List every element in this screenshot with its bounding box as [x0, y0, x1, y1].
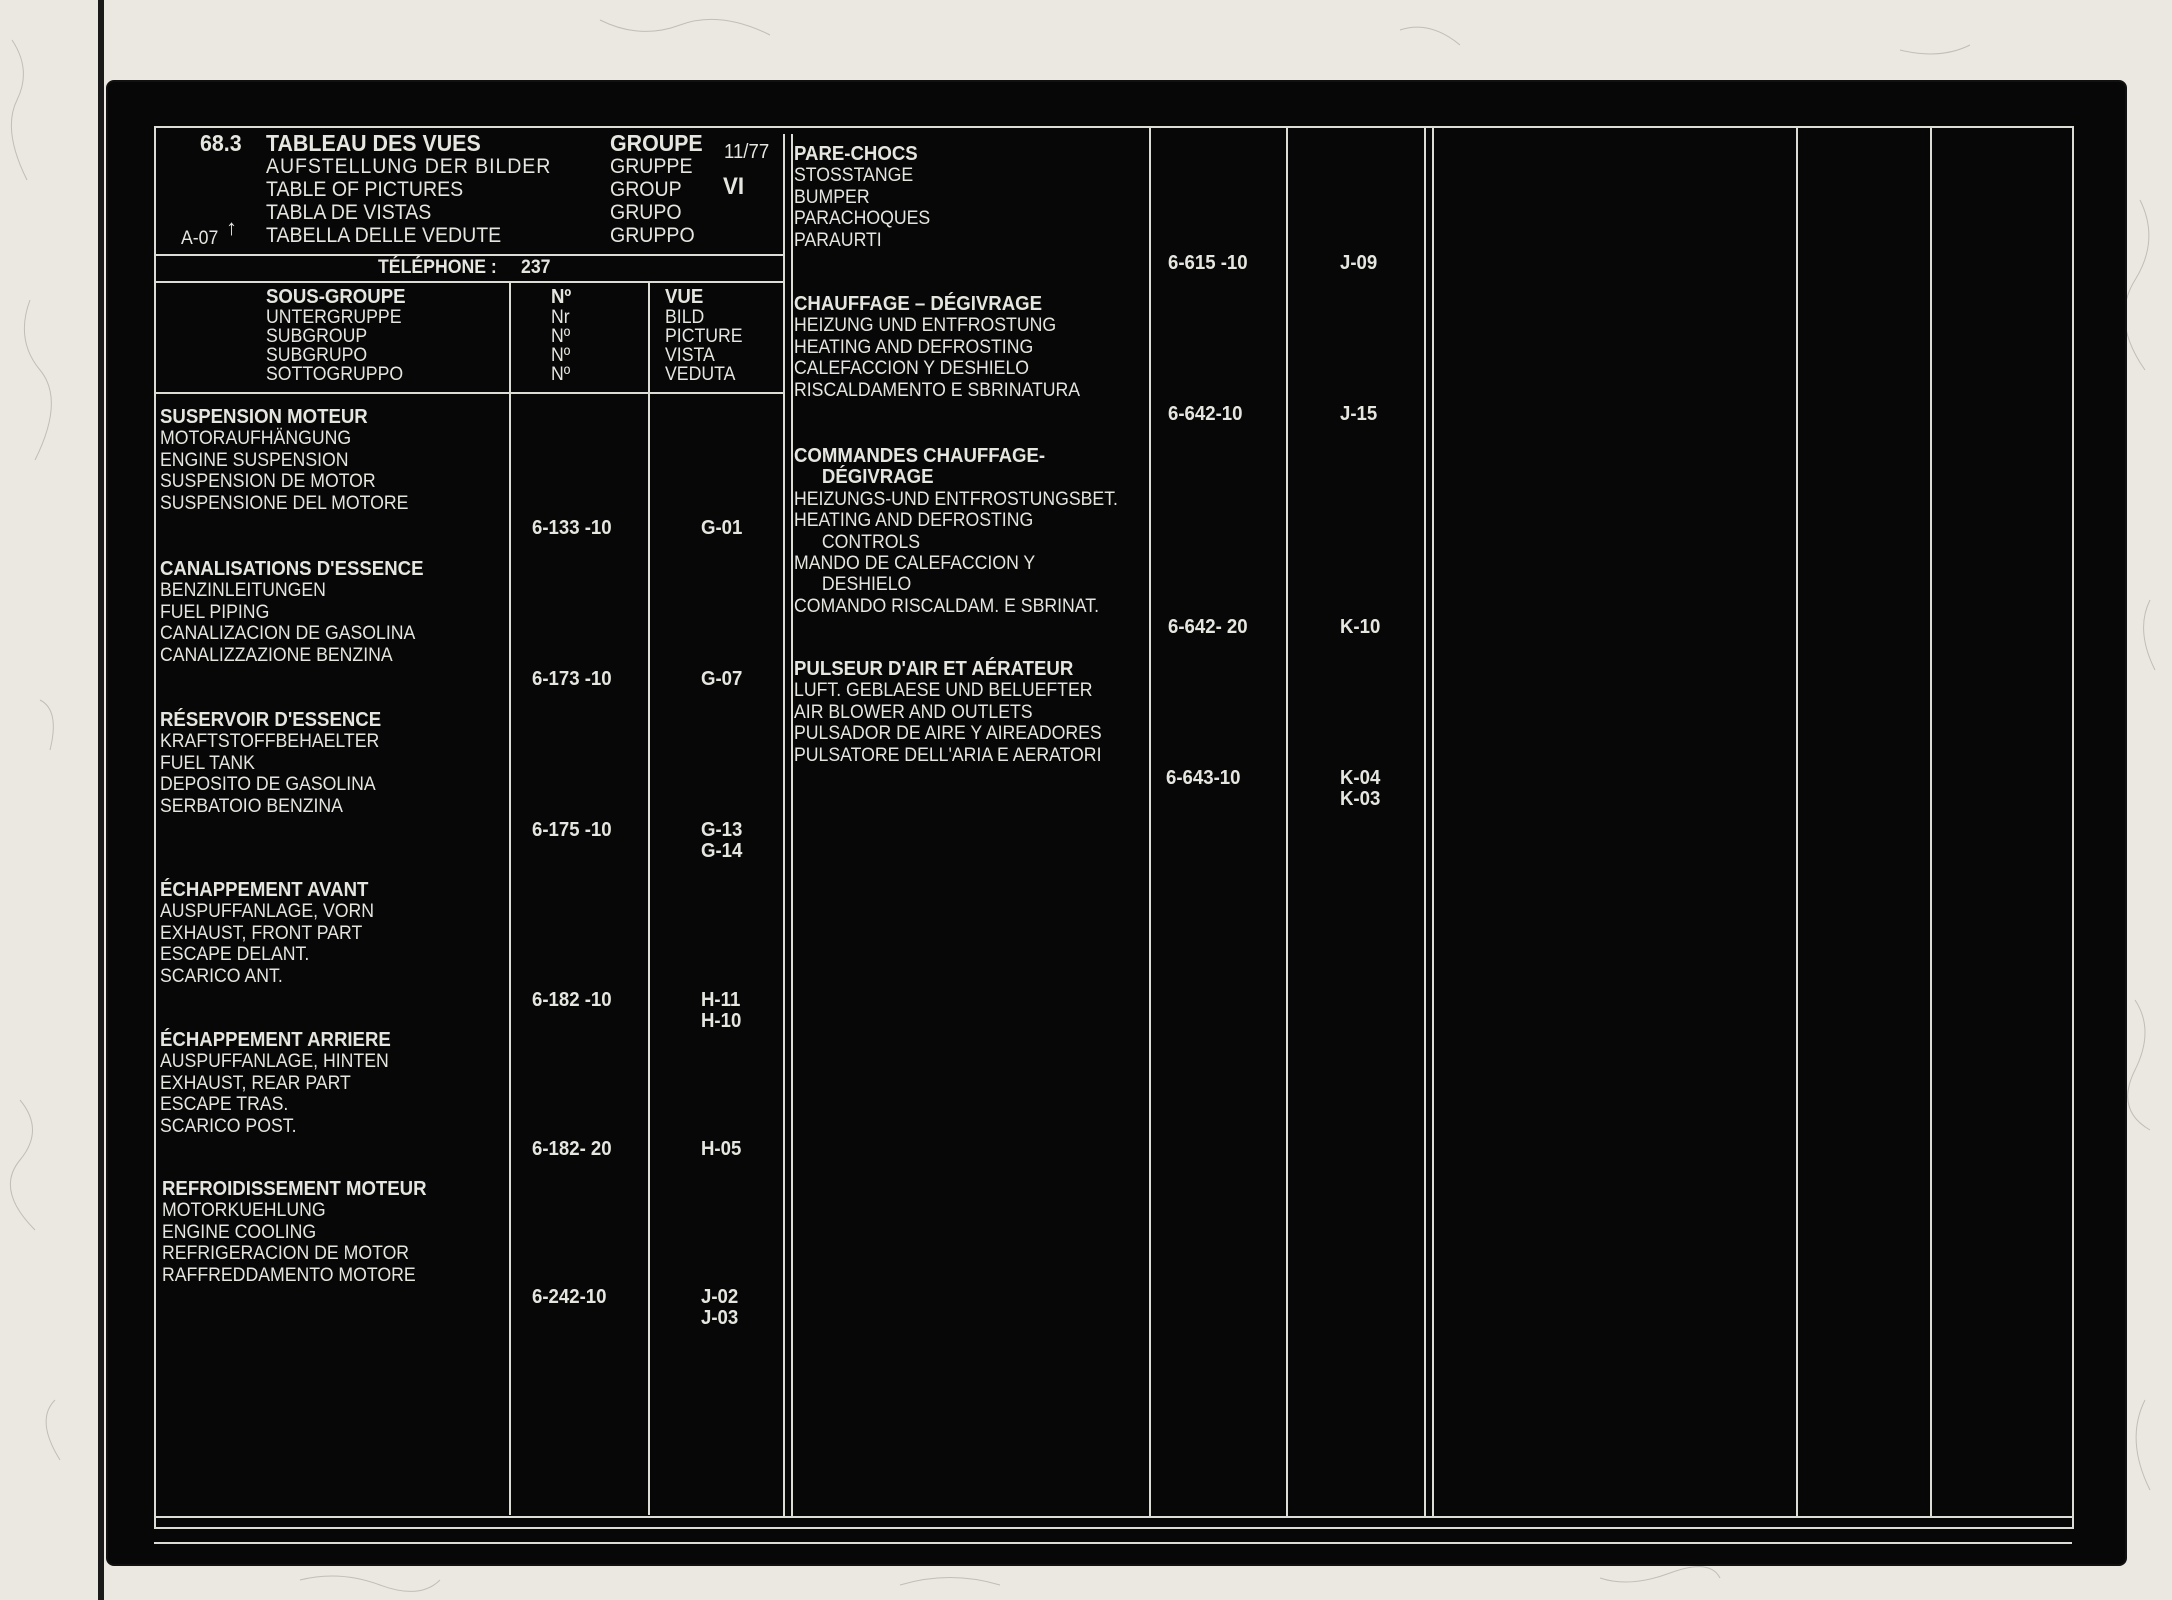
number-heading-it: Nº — [551, 364, 571, 386]
view-code: J-09 — [1340, 252, 1378, 274]
view-code: H-10 — [701, 1010, 742, 1032]
subgroup-name-es: CALEFACCION Y DESHIELO — [794, 358, 1030, 380]
subgroup-number: 6-182- 20 — [532, 1138, 612, 1160]
subgroup-name-de: HEIZUNG UND ENTFROSTUNG — [794, 315, 1057, 337]
rule-title-bottom — [154, 254, 784, 256]
subgroup-entry — [794, 294, 1080, 401]
telephone-value: 237 — [521, 257, 551, 278]
subgroup-name-en: ENGINE SUSPENSION — [160, 449, 349, 471]
rule-phone-bottom — [154, 281, 784, 283]
group-label-fr: GROUPE — [610, 130, 703, 156]
subgroup-name-en: FUEL PIPING — [160, 601, 270, 623]
rule-right-c — [1796, 126, 1798, 1516]
page-number: 68.3 — [200, 130, 242, 156]
subgroup-name-es: PULSADOR DE AIRE Y AIREADORES — [794, 723, 1102, 745]
group-label-de: GRUPPE — [610, 155, 693, 178]
view-code: H-05 — [701, 1138, 742, 1160]
view-code: J-03 — [701, 1307, 739, 1329]
subgroup-name-fr: PARE-CHOCS — [794, 143, 918, 165]
view-heading-en: PICTURE — [665, 326, 743, 348]
rule-right-view — [1286, 126, 1288, 1516]
subgroup-entry — [794, 144, 930, 251]
view-code: G-01 — [701, 517, 743, 539]
subgroup-name-fr: CANALISATIONS D'ESSENCE — [160, 558, 424, 580]
subgroup-name-en: HEATING AND DEFROSTING — [794, 336, 1034, 358]
title-de: AUFSTELLUNG DER BILDER — [266, 155, 552, 178]
subgroup-name-en: EXHAUST, REAR PART — [160, 1072, 351, 1094]
subgroup-name-it: SCARICO POST. — [160, 1115, 297, 1137]
subgroup-name-es: CANALIZACION DE GASOLINA — [160, 623, 416, 645]
view-code: J-15 — [1340, 403, 1378, 425]
subgroup-number: 6-133 -10 — [532, 517, 612, 539]
view-code: G-14 — [701, 840, 743, 862]
subgroup-name-es: ESCAPE DELANT. — [160, 944, 310, 966]
number-heading-de: Nr — [551, 307, 570, 329]
subgroup-name-it: PULSATORE DELL'ARIA E AERATORI — [794, 744, 1102, 766]
subgroup-number: 6-615 -10 — [1168, 252, 1248, 274]
subgroup-name-de: MOTORAUFHÄNGUNG — [160, 428, 352, 450]
group-number: VI — [723, 173, 745, 200]
subgroup-name-fr-cont: DÉGIVRAGE — [821, 466, 934, 489]
subgroup-name-fr: REFROIDISSEMENT MOTEUR — [162, 1178, 427, 1200]
rule-center-b — [791, 134, 793, 1516]
subgroup-name-de: KRAFTSTOFFBEHAELTER — [160, 731, 380, 753]
subgroup-name-es: ESCAPE TRAS. — [160, 1094, 289, 1116]
subgroup-name-it: SERBATOIO BENZINA — [160, 795, 343, 817]
subgroup-name-fr: SUSPENSION MOTEUR — [160, 406, 368, 428]
subgroup-name-es: SUSPENSION DE MOTOR — [160, 471, 376, 493]
subgroup-name-es: REFRIGERACION DE MOTOR — [162, 1243, 410, 1265]
number-heading — [551, 287, 571, 384]
subgroup-number: 6-642-10 — [1168, 403, 1243, 425]
subgroup-name-fr: RÉSERVOIR D'ESSENCE — [160, 709, 382, 731]
telephone-label: TÉLÉPHONE : — [378, 257, 497, 278]
subgroup-number: 6-643-10 — [1166, 767, 1241, 789]
subgroup-entry — [162, 1179, 427, 1286]
rule-center-a — [783, 134, 785, 1516]
subgroup-number: 6-242-10 — [532, 1286, 607, 1308]
microfiche-frame — [108, 82, 2125, 1564]
subgroup-number: 6-175 -10 — [532, 819, 612, 841]
subgroup-entry — [160, 407, 408, 514]
number-heading-en: Nº — [551, 326, 571, 348]
subgroup-name-it: PARAURTI — [794, 229, 882, 251]
subgroup-heading-es: SUBGRUPO — [266, 345, 368, 367]
number-heading-es: Nº — [551, 345, 571, 367]
subgroup-name-en: ENGINE COOLING — [162, 1221, 317, 1243]
subgroup-name-de: AUSPUFFANLAGE, HINTEN — [160, 1051, 389, 1073]
subgroup-entry — [794, 446, 1118, 617]
title-es: TABLA DE VISTAS — [266, 201, 432, 224]
view-heading-es: VISTA — [665, 345, 715, 367]
view-code: G-13 — [701, 819, 743, 841]
subgroup-name-es: PARACHOQUES — [794, 208, 931, 230]
subgroup-name-de: HEIZUNGS-UND ENTFROSTUNGSBET. — [794, 488, 1118, 510]
rule-footer-b — [154, 1542, 2072, 1544]
view-heading-de: BILD — [665, 307, 705, 329]
subgroup-heading-de: UNTERGRUPPE — [266, 307, 402, 329]
subgroup-name-es: MANDO DE CALEFACCION Y — [794, 553, 1036, 575]
subgroup-name-it: CANALIZZAZIONE BENZINA — [160, 644, 393, 666]
subgroup-name-en: EXHAUST, FRONT PART — [160, 922, 363, 944]
view-heading — [665, 287, 743, 384]
rule-right-a — [1424, 126, 1426, 1516]
number-heading-fr: Nº — [551, 286, 572, 308]
subgroup-entry — [160, 710, 381, 817]
subgroup-name-es-cont: DESHIELO — [821, 574, 912, 596]
group-label-block — [610, 132, 703, 247]
subgroup-name-it: RAFFREDDAMENTO MOTORE — [162, 1264, 416, 1286]
subgroup-number: 6-642- 20 — [1168, 616, 1248, 638]
edition-date: 11/77 — [724, 141, 770, 163]
film-edge-line — [98, 0, 104, 1600]
subgroup-name-de: AUSPUFFANLAGE, VORN — [160, 901, 375, 923]
subgroup-name-de: STOSSTANGE — [794, 165, 914, 187]
group-label-en: GROUP — [610, 178, 682, 201]
subgroup-entry — [160, 880, 374, 987]
subgroup-name-en-cont: CONTROLS — [821, 531, 921, 553]
subgroup-name-it: SUSPENSIONE DEL MOTORE — [160, 492, 409, 514]
table-border — [154, 126, 2074, 1529]
rule-footer-a — [154, 1516, 2072, 1518]
subgroup-entry — [160, 559, 423, 666]
view-code: K-04 — [1340, 767, 1381, 789]
subgroup-heading-it: SOTTOGRUPPO — [266, 364, 404, 386]
view-code: K-03 — [1340, 788, 1381, 810]
subgroup-name-it: RISCALDAMENTO E SBRINATURA — [794, 379, 1081, 401]
view-code: K-10 — [1340, 616, 1381, 638]
rule-number-col — [509, 283, 511, 1515]
subgroup-name-de: BENZINLEITUNGEN — [160, 580, 326, 602]
subgroup-entry — [160, 1030, 391, 1137]
subgroup-heading — [266, 287, 406, 384]
subgroup-name-fr: CHAUFFAGE – DÉGIVRAGE — [794, 293, 1043, 315]
subgroup-name-en: AIR BLOWER AND OUTLETS — [794, 701, 1033, 723]
rule-colhead-bottom — [154, 392, 784, 394]
subgroup-number: 6-182 -10 — [532, 989, 612, 1011]
subgroup-name-es: DEPOSITO DE GASOLINA — [160, 774, 376, 796]
title-it: TABELLA DELLE VEDUTE — [266, 224, 502, 247]
subgroup-name-fr: COMMANDES CHAUFFAGE- — [794, 445, 1046, 467]
subgroup-number: 6-173 -10 — [532, 668, 612, 690]
subgroup-name-fr: ÉCHAPPEMENT AVANT — [160, 879, 369, 901]
title-block — [266, 132, 551, 247]
title-fr: TABLEAU DES VUES — [266, 130, 481, 156]
group-label-it: GRUPPO — [610, 224, 695, 247]
group-label-es: GRUPO — [610, 201, 682, 224]
rule-view-col — [648, 283, 650, 1515]
view-code: H-11 — [701, 989, 741, 1011]
subgroup-name-fr: PULSEUR D'AIR ET AÉRATEUR — [794, 658, 1074, 680]
subgroup-heading-fr: SOUS-GROUPE — [266, 286, 406, 308]
rule-right-d — [1930, 126, 1932, 1516]
up-arrow-icon: ↑ — [226, 215, 237, 240]
subgroup-name-fr: ÉCHAPPEMENT ARRIERE — [160, 1029, 391, 1051]
subgroup-name-en: HEATING AND DEFROSTING — [794, 510, 1034, 532]
view-code: J-02 — [701, 1286, 739, 1308]
subgroup-name-it: SCARICO ANT. — [160, 965, 283, 987]
subgroup-name-it: COMANDO RISCALDAM. E SBRINAT. — [794, 595, 1100, 617]
subgroup-name-de: LUFT. GEBLAESE UND BELUEFTER — [794, 680, 1093, 702]
title-en: TABLE OF PICTURES — [266, 178, 464, 201]
view-heading-it: VEDUTA — [665, 364, 736, 386]
rule-right-number — [1149, 126, 1151, 1516]
rule-right-b — [1432, 126, 1434, 1516]
subgroup-heading-en: SUBGROUP — [266, 326, 368, 348]
subgroup-entry — [794, 659, 1102, 766]
subgroup-name-en: FUEL TANK — [160, 752, 255, 774]
subgroup-name-en: BUMPER — [794, 186, 870, 208]
view-code: G-07 — [701, 668, 743, 690]
side-reference: A-07 — [181, 228, 219, 249]
view-heading-fr: VUE — [665, 286, 704, 308]
subgroup-name-de: MOTORKUEHLUNG — [162, 1200, 326, 1222]
